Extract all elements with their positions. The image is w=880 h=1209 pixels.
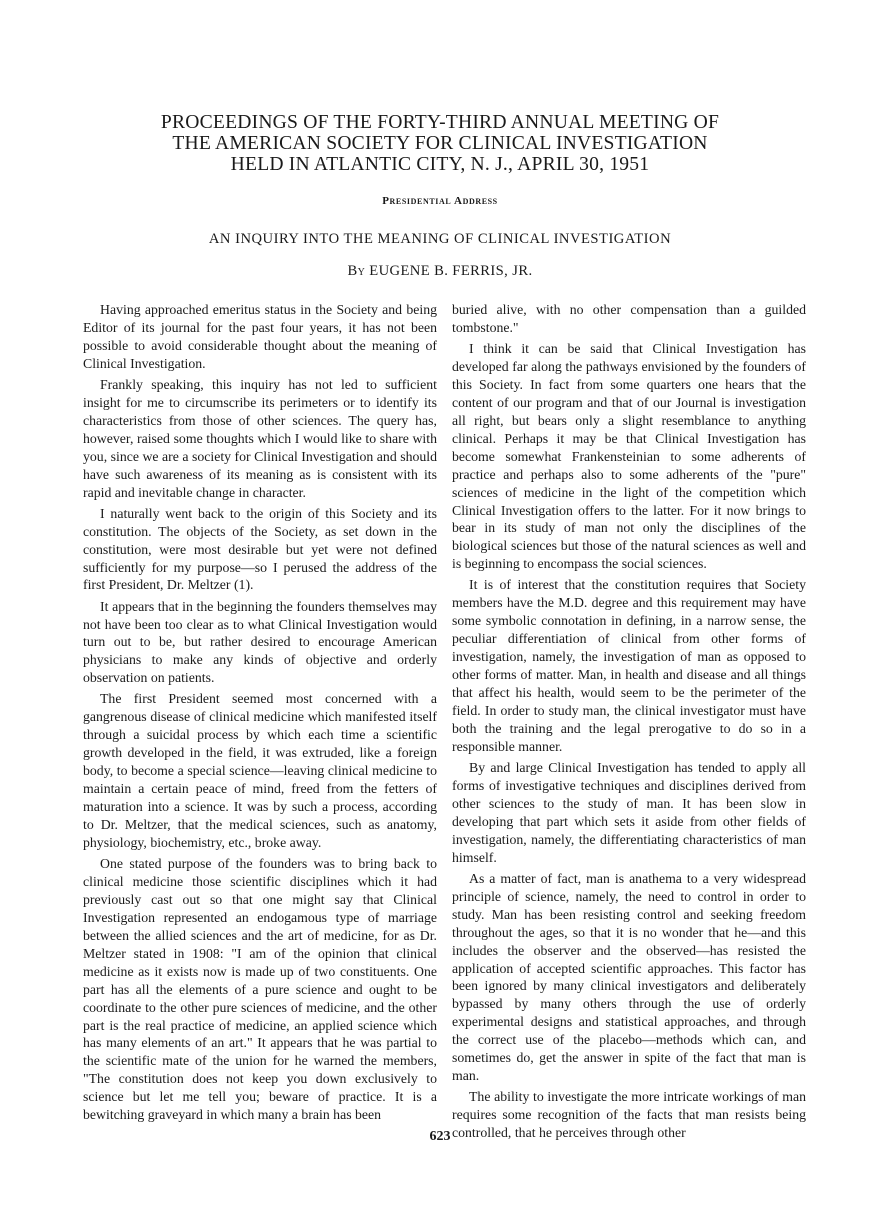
page-number: 623: [429, 1129, 451, 1144]
author-name: EUGENE B. FERRIS, JR.: [369, 263, 533, 279]
paragraph: As a matter of fact, man is anathema to a very widespread principle of science, namely, the need to control in order to study. Man has been resisting control and seeking freedom throughout the ages, so that it is no wonder that he—and this includes the observer and the observed—has resisted the application of accepted scientific approaches. This factor has been ignored by many clinical investigators and deliberately bypassed by many others through the use of orderly experimental designs and statistical approaches, and through the correct use of the placebo—methods which can, and sometimes do, get the answer in spite of the fact that man is man.: [452, 870, 806, 1084]
paragraph: It appears that in the beginning the founders themselves may not have been too clear as to what Clinical Investigation would turn out to be, but rather desired to encourage American physicians to make any kinds of objective and orderly observation on patients.: [83, 598, 437, 686]
left-column: [83, 301, 437, 1124]
article-title: [120, 112, 760, 175]
right-column: [452, 301, 806, 1142]
paragraph-continued: buried alive, with no other compensation than a guilded tombstone.": [452, 302, 806, 335]
title-line: PROCEEDINGS OF THE FORTY-THIRD ANNUAL MEETING OF: [160, 112, 720, 133]
byline: [0, 263, 880, 280]
title-line: THE AMERICAN SOCIETY FOR CLINICAL INVESTIGATION: [172, 133, 708, 154]
paragraph: The first President seemed most concerned with a gangrenous disease of clinical medicine which manifested itself through a suicidal process by which each time a scientific growth developed in the field, it was extruded, like a foreign body, to become a special science—leaving clinical medicine to maintain a certain peace of mind, freed from the fetters of maturation into a science. It was by such a process, according to Dr. Meltzer, that the medical sciences, such as anatomy, physiology, biochemistry, etc., broke away.: [83, 691, 437, 850]
paragraph: The ability to investigate the more intricate workings of man requires some recognition of the facts that man resists being controlled, that he perceives through other: [452, 1089, 806, 1141]
byline-prefix: By: [347, 263, 366, 279]
paragraph: It is of interest that the constitution requires that Society members have the M.D. degree and this requirement may have some symbolic connotation in defining, in a narrow sense, the peculiar differentiation of clinical from other forms of investigation, namely, the investigation of man as opposed to other forms of matter. Man, in health and disease and all things that affect his health, would seem to be the perimeter of the field. In order to study man, the clinical investigator must have both the training and the legal prerogative to do so in a responsible manner.: [452, 577, 806, 754]
paragraph: By and large Clinical Investigation has tended to apply all forms of investigative techniques and disciplines derived from other sciences to the study of man. It has been slow in developing that part which sets it aside from other fields of investigation, namely, the differentiating characteristics of man himself.: [452, 760, 806, 865]
paragraph: Frankly speaking, this inquiry has not led to sufficient insight for me to circumscribe its perimeters or to identify its characteristics from those of other sciences. The query has, however, raised some thoughts which I would like to share with you, since we are a society for Clinical Investigation and should have such awareness of its meaning as is consistent with its rapid and inevitable change in character.: [83, 376, 437, 500]
paragraph: I think it can be said that Clinical Investigation has developed far along the pathways envisioned by the founders of this Society. In fact from some quarters one hears that the content of our program and that of our Journal is investigation all right, but bears only a slight resemblance to anything clinical. Perhaps it may be that Clinical Investigation has become somewhat Frankensteinian to some adherents of practice and perhaps also to some adherents of the "pure" sciences of medicine in the light of the competition which Clinical Investigation offers to the latter. For it now brings to bear in its study of man not only the disciplines of the biological sciences but those of the natural sciences as well and is beginning to encompass the social sciences.: [452, 341, 806, 572]
section-kicker: Presidential Address: [382, 195, 498, 207]
title-line: HELD IN ATLANTIC CITY, N. J., APRIL 30, 1951: [230, 154, 650, 175]
paragraph: I naturally went back to the origin of this Society and its constitution. The objects of the Society, as set down in the constitution, were most desirable but yet were not defined sufficiently for my purpose—so I perused the address of the first President, Dr. Meltzer (1).: [83, 505, 437, 593]
paragraph: One stated purpose of the founders was to bring back to clinical medicine those scientific disciplines which it had previously cast out so that one might say that Clinical Investigation represented an endogamous type of marriage between the allied sciences and the art of medicine, for as Dr. Meltzer stated in 1908: "I am of the opinion that clinical medicine as it exists now is made up of two constituents. One part has all the elements of a pure science and ought to be coordinate to the other pure sciences of medicine, and the other part is the real practice of medicine, an applied science which has many elements of an art." It appears that he was partial to the scientific mate of the union for he warned the members, "The constitution does not keep you down exclusively to science but let me tell you; beware of practice. It is a bewitching graveyard in which many a brain has been: [83, 856, 437, 1123]
article-subtitle: AN INQUIRY INTO THE MEANING OF CLINICAL INVESTIGATION: [208, 231, 672, 247]
paragraph: Having approached emeritus status in the Society and being Editor of its journal for the past four years, it has not been possible to avoid considerable thought about the meaning of Clinical Investigation.: [83, 302, 437, 371]
